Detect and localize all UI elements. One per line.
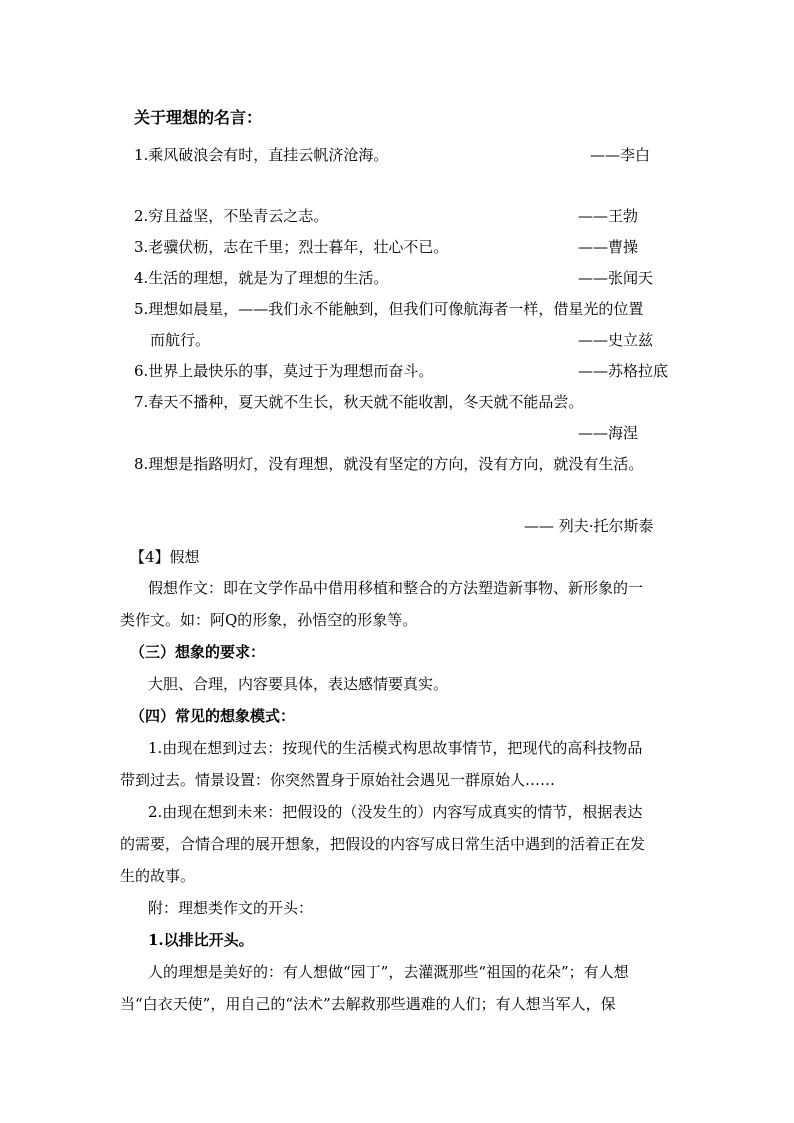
quote-4: 4.生活的理想，就是为了理想的生活。 [134,269,389,287]
quote-4-author: ——张闻天 [578,269,654,287]
appendix-para-line2: 当“白衣天使”，用自己的“法术”去解救那些遇难的人们；有人想当军人，保 [120,995,616,1013]
section-si-item2-line2: 的需要，合情合理的展开想象，把假设的内容写成日常生活中遇到的活着正在发 [120,835,646,853]
quote-8: 8.理想是指路明灯，没有理想，就没有坚定的方向，没有方向，就没有生活。 [134,455,644,473]
quote-2: 2.穷且益坚，不坠青云之志。 [134,207,329,225]
appendix-sub1: 1.以排比开头。 [148,931,254,949]
quote-7-author: ——海涅 [578,424,639,442]
quote-3: 3.老骥伏枥，志在千里；烈士暮年，壮心不已。 [134,238,449,256]
quote-7: 7.春天不播种，夏天就不生长，秋天就不能收割，冬天就不能品尝。 [134,393,584,411]
quotes-heading: 关于理想的名言： [134,108,263,127]
section-si-item1-line2: 带到过去。情景设置：你突然置身于原始社会遇见一群原始人…… [120,771,556,789]
section-san-title: （三）想象的要求： [130,643,266,661]
quote-6: 6.世界上最快乐的事，莫过于为理想而奋斗。 [134,362,434,380]
section-si-item2-line1: 2.由现在想到未来：把假设的（没发生的）内容写成真实的情节，根据表达 [148,803,643,821]
quote-5-author: ——史立兹 [578,331,654,349]
quote-3-author: ——曹操 [578,238,639,256]
quote-5: 5.理想如晨星，——我们永不能触到，但我们可像航海者一样，借星光的位置 [134,300,644,318]
section-san-text: 大胆、合理，内容要具体，表达感情要真实。 [148,675,449,693]
quote-1-author: ——李白 [590,146,651,164]
appendix-title: 附：理想类作文的开头： [148,899,314,917]
quote-5-cont: 而航行。 [150,331,211,349]
quote-8-author: —— 列夫·托尔斯泰 [524,517,654,535]
section4-title: 【4】假想 [130,548,200,566]
section-si-item2-line3: 生的故事。 [120,867,196,885]
section4-para-line2: 类作文。如：阿Q的形象，孙悟空的形象等。 [120,611,418,629]
section-si-item1-line1: 1.由现在想到过去：按现代的生活模式构思故事情节，把现代的高科技物品 [148,739,643,757]
appendix-para-line1: 人的理想是美好的：有人想做“园丁”，去灌溉那些“祖国的花朵”；有人想 [148,963,629,981]
section-si-title: （四）常见的想象模式： [130,707,296,725]
quote-6-author: ——苏格拉底 [578,362,669,380]
section4-para-line1: 假想作文：即在文学作品中借用移植和整合的方法塑造新事物、新形象的一 [148,579,644,597]
quote-1: 1.乘风破浪会有时，直挂云帆济沧海。 [134,146,389,164]
quote-2-author: ——王勃 [578,207,639,225]
